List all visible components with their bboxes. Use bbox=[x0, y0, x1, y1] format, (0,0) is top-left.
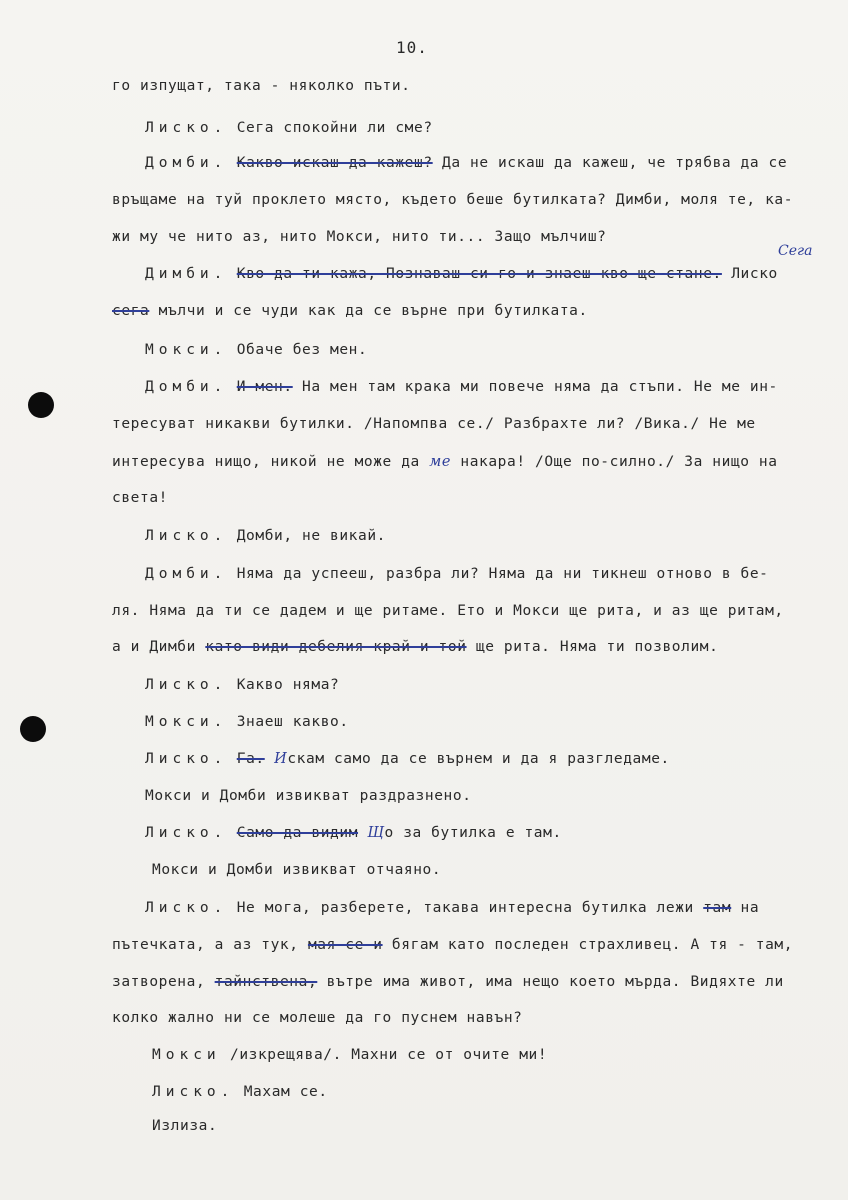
text-line-23: Лиско. Не мога, разберете, такава интересна бутилка лежи там на bbox=[145, 900, 760, 916]
text-line-15: ля. Няма да ти се дадем и ще ритаме. Ето и Мокси ще рита, и аз ще ритам, bbox=[112, 603, 784, 619]
text-line-29: Излиза. bbox=[152, 1118, 218, 1134]
text-line-25: затворена, тайнствена, вътре има живот, има нещо което мърда. Видяхте ли bbox=[112, 974, 784, 990]
struck-text: Само да видим bbox=[236, 825, 359, 841]
text-line-7: сега мълчи и се чуди как да се върне при бутилката. bbox=[112, 303, 588, 319]
text-line-3: Домби. Какво искаш да кажеш? Да не искаш да кажеш, че трябва да се bbox=[145, 155, 788, 171]
speaker-name: Лиско. bbox=[145, 900, 228, 916]
text-line-14: Домби. Няма да успееш, разбра ли? Няма да ни тикнеш отново в бе- bbox=[145, 566, 769, 582]
speaker-name: Лиско. bbox=[145, 751, 228, 767]
struck-text: мая се и bbox=[307, 937, 383, 953]
text-line-5: жи му че нито аз, нито Мокси, нито ти... Защо мълчиш? bbox=[112, 229, 607, 245]
text-line-28: Лиско. Махам се. bbox=[152, 1084, 328, 1100]
speaker-name: Мокси. bbox=[145, 714, 228, 730]
text-line-11: интересува нищо, никой не може да ме накара! /Още по-силно./ За нищо на bbox=[112, 454, 778, 470]
struck-text: И мен. bbox=[236, 379, 293, 395]
speaker-name: Лиско. bbox=[145, 120, 228, 136]
struck-text: сега bbox=[112, 303, 150, 319]
text-line-10: тересуват никакви бутилки. /Напомпва се./ Разбрахте ли? /Вика./ Не ме bbox=[112, 416, 756, 432]
speaker-name: Димби. bbox=[145, 266, 228, 282]
text-line-9: Домби. И мен. На мен там крака ми повече няма да стъпи. Не ме ин- bbox=[145, 379, 778, 395]
speaker-name: Лиско. bbox=[145, 825, 228, 841]
text-line-2: Лиско. Сега спокойни ли сме? bbox=[145, 120, 433, 136]
speaker-name: Домби. bbox=[145, 379, 228, 395]
struck-text: тайнствена, bbox=[214, 974, 318, 990]
speaker-name: Лиско. bbox=[145, 528, 228, 544]
speaker-name: Мокси bbox=[152, 1047, 221, 1063]
text-line-4: връщаме на туй проклето място, където беше бутилката? Димби, моля те, ка- bbox=[112, 192, 794, 208]
text-line-12: света! bbox=[112, 490, 168, 506]
page-number: 10. bbox=[396, 38, 428, 57]
text-line-22: Мокси и Домби извикват отчаяно. bbox=[152, 862, 442, 878]
text-line-1: го изпущат, така - няколко пъти. bbox=[112, 78, 411, 94]
handwritten-correction: Щ bbox=[367, 825, 385, 841]
speaker-name: Мокси. bbox=[145, 342, 228, 358]
text-line-13: Лиско. Домби, не викай. bbox=[145, 528, 386, 544]
struck-text: там bbox=[703, 900, 732, 916]
text-line-19: Лиско. Га. Искам само да се върнем и да я разгледаме. bbox=[145, 751, 670, 767]
speaker-name: Домби. bbox=[145, 155, 228, 171]
speaker-name: Лиско. bbox=[145, 677, 228, 693]
text-line-24: пътечката, а аз тук, мая се и бягам като последен страхливец. А тя - там, bbox=[112, 937, 794, 953]
handwritten-insertion: Сега bbox=[778, 243, 813, 259]
text-line-20: Мокси и Домби извикват раздразнено. bbox=[145, 788, 472, 804]
punch-hole-bottom bbox=[20, 716, 46, 742]
speaker-name: Домби. bbox=[145, 566, 228, 582]
struck-text: Кво да ти кажа, Познаваш си го и знаеш кво ще стане. bbox=[236, 266, 722, 282]
speaker-name: Лиско. bbox=[152, 1084, 235, 1100]
handwritten-correction: И bbox=[274, 751, 288, 767]
punch-hole-top bbox=[28, 392, 54, 418]
struck-text: Какво искаш да кажеш? bbox=[236, 155, 433, 171]
text-line-16: а и Димби като види дебелия край и той ще рита. Няма ти позволим. bbox=[112, 639, 719, 655]
text-line-17: Лиско. Какво няма? bbox=[145, 677, 340, 693]
text-line-27: Мокси /изкрещява/. Махни се от очите ми! bbox=[152, 1047, 548, 1063]
struck-text: Га. bbox=[236, 751, 265, 767]
struck-text: като види дебелия край и той bbox=[205, 639, 467, 655]
text-line-26: колко жално ни се молеше да го пуснем навън? bbox=[112, 1010, 523, 1026]
handwritten-correction: ме bbox=[429, 454, 452, 470]
text-line-18: Мокси. Знаеш какво. bbox=[145, 714, 349, 730]
text-line-8: Мокси. Обаче без мен. bbox=[145, 342, 368, 358]
text-line-21: Лиско. Само да видим Що за бутилка е там. bbox=[145, 825, 562, 841]
text-line-6: Димби. Кво да ти кажа, Познаваш си го и знаеш кво ще стане. Лиско bbox=[145, 266, 778, 282]
